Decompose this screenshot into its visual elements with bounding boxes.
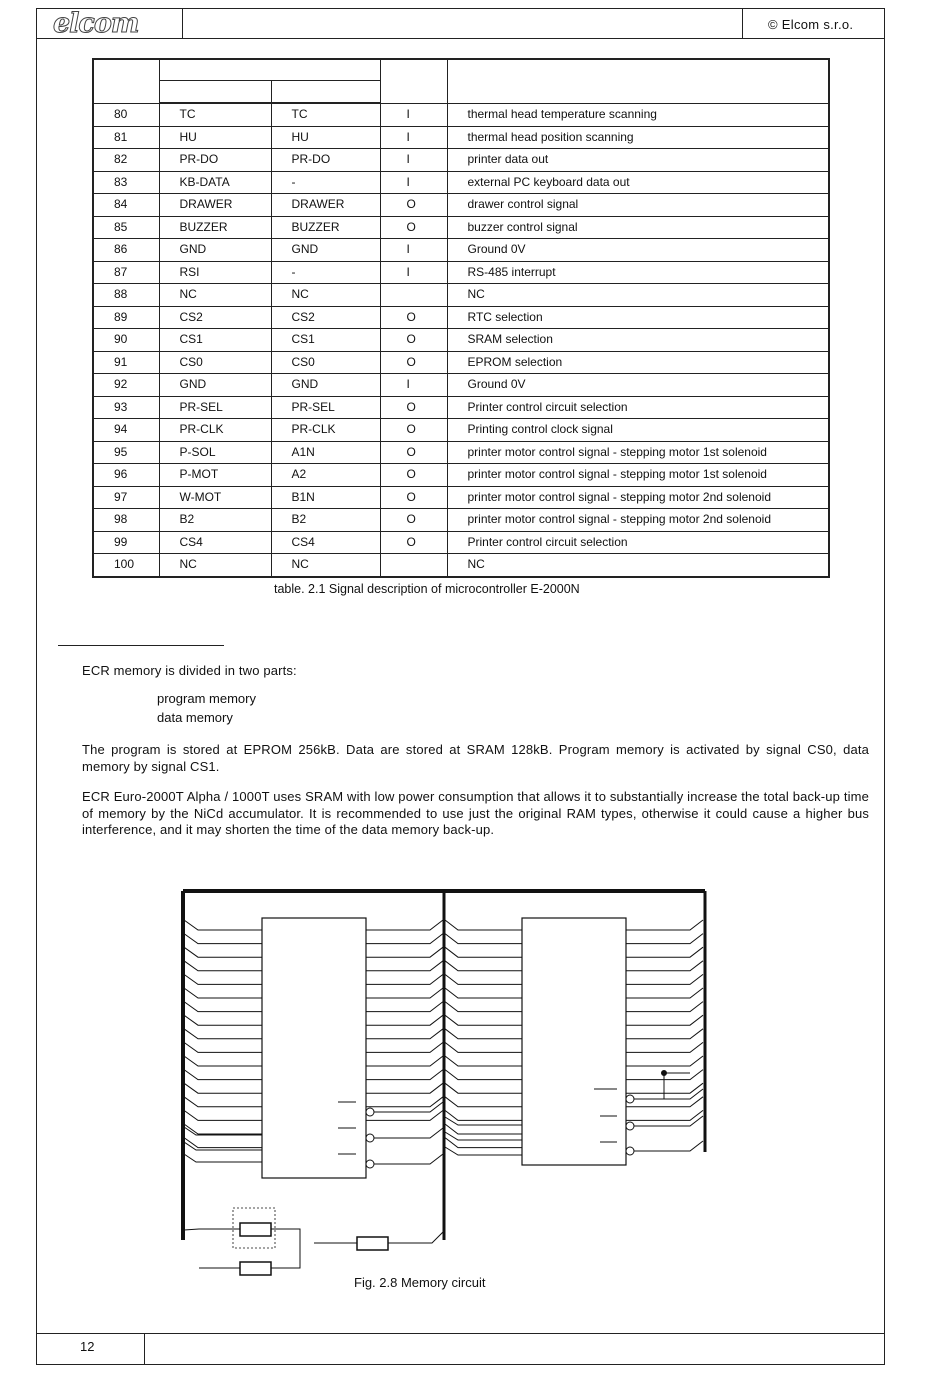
description-cell: Printer control circuit selection [447, 396, 829, 419]
alt-name-cell: NC [271, 284, 380, 307]
control-pin-bubble [626, 1122, 634, 1130]
alt-name-cell: - [271, 171, 380, 194]
direction-cell: O [380, 486, 447, 509]
pin-number-cell: 91 [93, 351, 159, 374]
direction-cell: I [380, 239, 447, 262]
pin-number-cell: 89 [93, 306, 159, 329]
pin-number-cell: 87 [93, 261, 159, 284]
pin-number-cell: 96 [93, 464, 159, 487]
eprom-address-line [184, 974, 262, 984]
eprom-address-line [184, 1083, 262, 1093]
signal-name-cell: CS4 [159, 531, 271, 554]
description-cell: printer data out [447, 149, 829, 172]
eprom-address-line [184, 934, 262, 944]
direction-cell: O [380, 509, 447, 532]
direction-cell: I [380, 149, 447, 172]
wire [184, 1229, 240, 1230]
sram-data-line [626, 961, 703, 971]
pin-number-cell: 80 [93, 103, 159, 126]
junction-dot [662, 1071, 667, 1076]
elcom-logo: elcom [53, 8, 139, 39]
pin-number-cell: 92 [93, 374, 159, 397]
pin-number-cell: 84 [93, 194, 159, 217]
sram-data-line [626, 1002, 703, 1012]
sram-address-line [445, 1029, 522, 1039]
signal-name-cell: KB-DATA [159, 171, 271, 194]
sram-address-line [445, 1015, 522, 1025]
alt-name-cell: CS1 [271, 329, 380, 352]
description-cell: Printing control clock signal [447, 419, 829, 442]
description-cell: Ground 0V [447, 239, 829, 262]
description-cell: printer motor control signal - stepping motor 2nd solenoid [447, 486, 829, 509]
eprom-address-line [184, 947, 262, 957]
alt-name-cell: CS4 [271, 531, 380, 554]
direction-cell: O [380, 396, 447, 419]
alt-name-cell: A1N [271, 441, 380, 464]
eprom-address-line [184, 961, 262, 971]
sram-address-line [445, 1056, 522, 1066]
pin-number-cell: 90 [93, 329, 159, 352]
eprom-address-line [184, 1138, 262, 1148]
eprom-chip [262, 918, 366, 1178]
alt-name-cell: GND [271, 239, 380, 262]
eprom-data-line [366, 1002, 443, 1012]
direction-cell: I [380, 261, 447, 284]
eprom-data-line [366, 988, 443, 998]
eprom-address-line [184, 1002, 262, 1012]
alt-name-cell: NC [271, 554, 380, 577]
signal-name-cell: HU [159, 126, 271, 149]
sram-address-line [445, 974, 522, 984]
control-line [374, 1154, 443, 1164]
sram-data-line [626, 988, 703, 998]
signal-name-cell: PR-CLK [159, 419, 271, 442]
pin-number-cell: 88 [93, 284, 159, 307]
copyright-text: © Elcom s.r.o. [768, 17, 854, 32]
figure-caption: Fig. 2.8 Memory circuit [354, 1275, 486, 1290]
eprom-address-line [184, 1110, 262, 1120]
direction-cell: O [380, 216, 447, 239]
paragraph-program-storage: The program is stored at EPROM 256kB. Data are stored at SRAM 128kB. Program memory is activated by signal CS0, data memory by signal CS1. [82, 742, 869, 774]
pin-number-cell: 83 [93, 171, 159, 194]
direction-cell: O [380, 329, 447, 352]
sram-data-line [626, 974, 703, 984]
signal-name-cell: PR-SEL [159, 396, 271, 419]
pin-number-cell: 97 [93, 486, 159, 509]
resistor [240, 1262, 271, 1275]
description-cell: printer motor control signal - stepping motor 2nd solenoid [447, 509, 829, 532]
alt-name-cell: B1N [271, 486, 380, 509]
direction-cell: O [380, 531, 447, 554]
resistor [240, 1223, 271, 1236]
sram-address-line [445, 920, 522, 930]
signal-name-cell: BUZZER [159, 216, 271, 239]
pin-number-cell: 94 [93, 419, 159, 442]
eprom-data-line [366, 934, 443, 944]
pin-number-cell: 85 [93, 216, 159, 239]
alt-name-cell: A2 [271, 464, 380, 487]
table-caption: table. 2.1 Signal description of microcontroller E-2000N [274, 582, 580, 596]
page-number: 12 [80, 1339, 95, 1354]
pin-number-cell: 99 [93, 531, 159, 554]
sram-data-line [626, 1015, 703, 1025]
eprom-data-line [366, 974, 443, 984]
pin-number-cell: 93 [93, 396, 159, 419]
description-cell: NC [447, 284, 829, 307]
description-cell: external PC keyboard data out [447, 171, 829, 194]
eprom-address-line [184, 1029, 262, 1039]
pin-number-cell: 98 [93, 509, 159, 532]
eprom-data-line [366, 1056, 443, 1066]
list-item-program-memory: program memory [157, 691, 256, 706]
eprom-address-line [184, 1070, 262, 1080]
sram-address-line [445, 988, 522, 998]
alt-name-cell: DRAWER [271, 194, 380, 217]
direction-cell: O [380, 441, 447, 464]
eprom-address-line [184, 1124, 262, 1134]
alt-name-cell: CS2 [271, 306, 380, 329]
sram-address-line [445, 1083, 522, 1093]
pin-number-cell: 81 [93, 126, 159, 149]
signal-name-cell: NC [159, 284, 271, 307]
signal-name-cell: GND [159, 239, 271, 262]
sram-chip [522, 918, 626, 1165]
alt-name-cell: GND [271, 374, 380, 397]
direction-cell: I [380, 103, 447, 126]
pin-number-cell: 95 [93, 441, 159, 464]
wire [388, 1232, 443, 1243]
eprom-address-line [184, 988, 262, 998]
description-cell: printer motor control signal - stepping motor 1st solenoid [447, 441, 829, 464]
alt-name-cell: CS0 [271, 351, 380, 374]
sram-address-line [445, 1110, 522, 1120]
sram-data-line [626, 1110, 703, 1120]
description-cell: buzzer control signal [447, 216, 829, 239]
eprom-data-line [366, 1070, 443, 1080]
sram-address-line [445, 1070, 522, 1080]
eprom-address-line [184, 1042, 262, 1052]
sram-data-line [626, 934, 703, 944]
signal-name-cell: PR-DO [159, 149, 271, 172]
description-cell: drawer control signal [447, 194, 829, 217]
control-pin-bubble [366, 1134, 374, 1142]
description-cell: printer motor control signal - stepping motor 1st solenoid [447, 464, 829, 487]
alt-name-cell: B2 [271, 509, 380, 532]
sram-data-line [626, 1029, 703, 1039]
sram-address-line [445, 1147, 522, 1155]
control-pin-bubble [626, 1147, 634, 1155]
direction-cell: O [380, 419, 447, 442]
sram-data-line [626, 947, 703, 957]
eprom-address-line [184, 1015, 262, 1025]
sram-address-line [445, 1117, 522, 1125]
eprom-address-line [184, 1097, 262, 1107]
eprom-data-line [366, 1015, 443, 1025]
sram-address-line [445, 1042, 522, 1052]
alt-name-cell: PR-CLK [271, 419, 380, 442]
eprom-data-line [366, 1029, 443, 1039]
control-line [374, 1128, 443, 1138]
description-cell: RS-485 interrupt [447, 261, 829, 284]
control-line [634, 1089, 703, 1099]
sram-address-line [445, 1097, 522, 1107]
direction-cell: I [380, 126, 447, 149]
direction-cell: O [380, 194, 447, 217]
alt-name-cell: TC [271, 103, 380, 126]
direction-cell: O [380, 351, 447, 374]
signal-name-cell: W-MOT [159, 486, 271, 509]
description-cell: thermal head temperature scanning [447, 103, 829, 126]
control-line [634, 1116, 703, 1126]
sram-data-line [626, 1042, 703, 1052]
direction-cell: I [380, 171, 447, 194]
control-line [634, 1141, 703, 1151]
sram-data-line [626, 920, 703, 930]
signal-name-cell: GND [159, 374, 271, 397]
eprom-data-line [366, 1097, 443, 1107]
alt-name-cell: BUZZER [271, 216, 380, 239]
eprom-address-line [184, 1056, 262, 1066]
signal-name-cell: CS1 [159, 329, 271, 352]
pin-number-cell: 82 [93, 149, 159, 172]
direction-cell: O [380, 464, 447, 487]
description-cell: RTC selection [447, 306, 829, 329]
eprom-data-line [366, 961, 443, 971]
description-cell: thermal head position scanning [447, 126, 829, 149]
description-cell: NC [447, 554, 829, 577]
signal-name-cell: P-SOL [159, 441, 271, 464]
sram-address-line [445, 947, 522, 957]
sram-address-line [445, 961, 522, 971]
sram-address-line [445, 934, 522, 944]
signal-name-cell: CS2 [159, 306, 271, 329]
signal-name-cell: DRAWER [159, 194, 271, 217]
list-item-data-memory: data memory [157, 710, 233, 725]
footer-line [36, 1333, 885, 1334]
signal-name-cell: TC [159, 103, 271, 126]
signal-name-cell: RSI [159, 261, 271, 284]
footer-divider [144, 1333, 145, 1365]
alt-name-cell: - [271, 261, 380, 284]
control-pin-bubble [366, 1160, 374, 1168]
control-pin-bubble [366, 1108, 374, 1116]
description-cell: Printer control circuit selection [447, 531, 829, 554]
intro-text: ECR memory is divided in two parts: [82, 663, 297, 678]
pin-number-cell: 86 [93, 239, 159, 262]
eprom-data-line [366, 947, 443, 957]
direction-cell: I [380, 374, 447, 397]
pin-number-cell: 100 [93, 554, 159, 577]
signal-name-cell: CS0 [159, 351, 271, 374]
signal-name-cell: NC [159, 554, 271, 577]
sram-data-line [626, 1056, 703, 1066]
eprom-address-line [184, 920, 262, 930]
description-cell: Ground 0V [447, 374, 829, 397]
direction-cell: O [380, 306, 447, 329]
eprom-address-line [184, 1154, 262, 1162]
control-pin-bubble [626, 1095, 634, 1103]
signal-name-cell: B2 [159, 509, 271, 532]
signal-name-cell: P-MOT [159, 464, 271, 487]
description-cell: EPROM selection [447, 351, 829, 374]
eprom-data-line [366, 920, 443, 930]
description-cell: SRAM selection [447, 329, 829, 352]
paragraph-sram-backup: ECR Euro-2000T Alpha / 1000T uses SRAM with low power consumption that allows it to substantially increase the total back-up time of memory by the NiCd accumulator. It is recommended to use just the original RAM types, otherwise it could cause a higher bus interference, and it may shorten the time of the data memory back-up. [82, 789, 869, 837]
resistor [357, 1237, 388, 1250]
alt-name-cell: HU [271, 126, 380, 149]
alt-name-cell: PR-SEL [271, 396, 380, 419]
alt-name-cell: PR-DO [271, 149, 380, 172]
eprom-data-line [366, 1083, 443, 1093]
sram-address-line [445, 1002, 522, 1012]
eprom-data-line [366, 1042, 443, 1052]
